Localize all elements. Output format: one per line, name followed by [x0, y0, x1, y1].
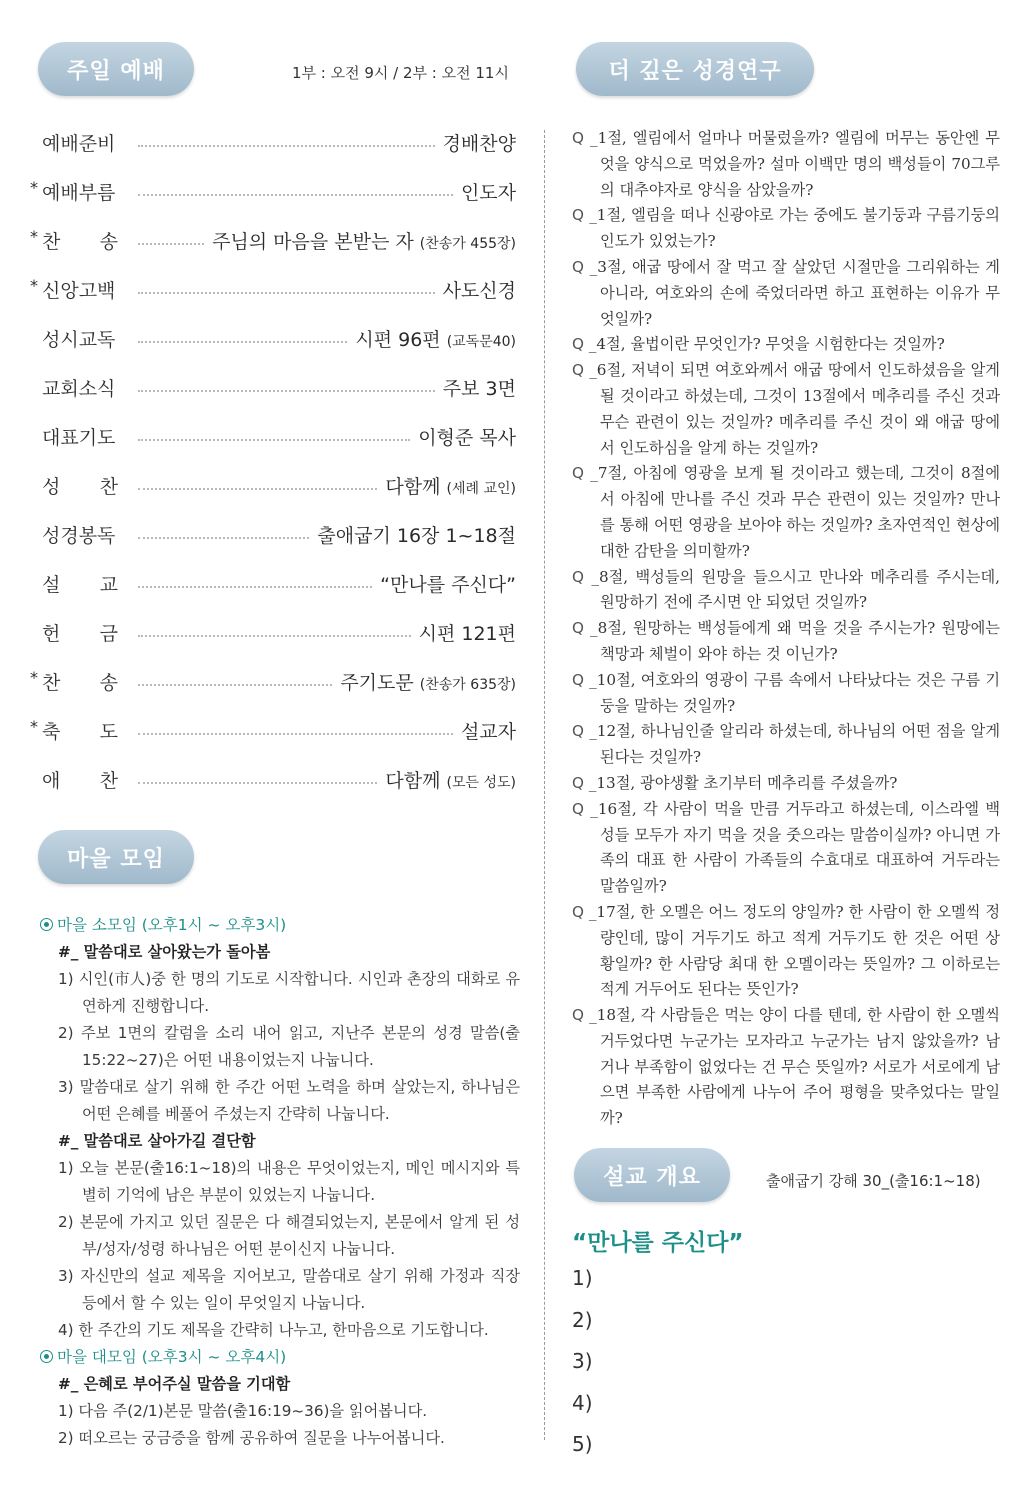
label-char: 설: [42, 574, 61, 596]
dot-leader: [138, 537, 309, 539]
required-star: [30, 325, 42, 352]
village-section-title: #_ 은혜로 부어주실 말씀을 기대함: [58, 1375, 291, 1393]
required-star: [30, 766, 42, 793]
order-value: [461, 717, 516, 744]
order-row: [30, 118, 516, 167]
order-label-text: [42, 668, 122, 695]
service-times: 1부 : 오전 9시 / 2부 : 오전 11시: [292, 64, 509, 82]
required-star: *: [30, 276, 38, 295]
column-divider: [544, 130, 545, 1440]
study-question: [572, 797, 1000, 900]
order-label: [30, 619, 122, 646]
order-label: [30, 276, 122, 303]
village-list-item: 4) 한 주간의 기도 제목을 간략히 나누고, 한마음으로 기도합니다.: [58, 1321, 489, 1339]
village-list-item: 1) 시인(市人)중 한 명의 기도로 시작합니다. 시인과 촌장의 대화로 유연하게 진행합니다.: [58, 970, 520, 1015]
order-label: [30, 227, 122, 254]
outline-item: 3): [572, 1349, 593, 1373]
sermon-headline: “만나를 주신다”: [572, 1230, 744, 1256]
question-text: _7절, 아침에 영광을 보게 될 것이라고 했는데, 그것이 8절에서 아침에 만나를 주신 것과 무슨 관련이 있는 것일까? 만나를 통해 어떤 영광을 보아야 하는 것일까? 초자연적인 현상에 대한 감탄을 의미할까?: [590, 464, 1000, 560]
question-marker: Q: [572, 619, 590, 638]
order-row: [30, 706, 516, 755]
order-label-text: 신앙고백: [42, 280, 116, 302]
required-star: [30, 521, 42, 548]
label-char: 애: [42, 770, 61, 792]
question-text: _6절, 저녁이 되면 여호와께서 애굽 땅에서 인도하셨음을 알게 될 것이라고 하셨는데, 그것이 13절에서 메추리를 주신 것과 무슨 관련이 있는 것일까? 메추리를 주신 것이 왜 애굽 땅에서 인도하심을 알게 하는 것일까?: [589, 361, 1000, 457]
label-char: 찬: [42, 231, 61, 253]
required-star: [30, 423, 42, 450]
label-char: 축: [42, 721, 61, 743]
study-question: [572, 900, 1000, 1003]
required-star: *: [30, 717, 38, 736]
question-text: _10절, 여호와의 영광이 구름 속에서 나타났다는 것은 구름 기둥을 말하는 것일까?: [589, 670, 1000, 715]
outline-item: 1): [572, 1266, 593, 1290]
order-value-text: 출애굽기 16장 1~18절: [317, 525, 516, 547]
order-row: [30, 461, 516, 510]
question-marker: Q: [572, 1006, 590, 1025]
order-row: [30, 265, 516, 314]
study-question: [572, 255, 1000, 332]
label-char: 교: [99, 574, 118, 596]
order-value-text: 사도신경: [442, 280, 516, 302]
study-title: 더 깊은 성경연구: [576, 42, 814, 96]
study-question: [572, 461, 1000, 564]
question-marker: Q: [572, 773, 589, 792]
order-row: [30, 608, 516, 657]
question-text: _18절, 각 사람들은 먹는 양이 다를 텐데, 한 사람이 한 오멜씩 거두었다면 누군가는 모자라고 누군가는 남지 않았을까? 남거나 부족함이 없었다는 건 무슨 뜻일까? 서로가 서로에게 남으면 부족한 사람에게 나누어 주어 평형을 맞추었다는 말일까?: [589, 1006, 1000, 1128]
label-char: 찬: [99, 476, 118, 498]
order-value-text: 이형준 목사: [418, 427, 516, 449]
order-value-text: 설교자: [460, 721, 516, 743]
study-question: [572, 771, 1000, 797]
dot-leader: [138, 292, 435, 294]
dot-leader: [138, 782, 377, 784]
order-label-text: [42, 472, 122, 499]
dot-leader: [138, 733, 453, 735]
study-question: [572, 126, 1000, 203]
order-value: [443, 276, 516, 303]
question-text: _17절, 한 오멜은 어느 정도의 양일까? 한 사람이 한 오멜씩 정량인데, 많이 거두기도 하고 적게 거두기도 한 것은 어떤 상황일까? 한 사람당 최대 한 오멜이라는 뜻일까? 그 이하로는 적게 거두어도 된다는 뜻인가?: [588, 902, 1000, 999]
order-label: [30, 570, 122, 597]
order-row: [30, 363, 516, 412]
study-question: [572, 719, 1000, 771]
order-value: [355, 325, 516, 352]
village-list-item: 2) 떠오르는 궁금증을 함께 공유하여 질문을 나누어봅니다.: [58, 1429, 445, 1447]
question-text: _16절, 각 사람이 먹을 만큼 거두라고 하셨는데, 이스라엘 백성들 모두가 자기 먹을 것을 줏으라는 말씀이실까? 아니면 가족의 대표 한 사람이 가족들의 수효대로 대표하여 거두라는 말씀일까?: [590, 799, 1000, 896]
dot-leader: [138, 586, 372, 588]
dot-leader: [138, 243, 204, 245]
bible-study-questions: [572, 126, 1000, 1132]
order-label: [30, 374, 122, 401]
question-text: _1절, 엘림을 떠나 신광야로 가는 중에도 불기둥과 구름기둥의 인도가 있었는가?: [589, 206, 1000, 251]
order-value-note: (모든 성도): [446, 775, 516, 791]
question-marker: Q: [572, 129, 590, 147]
order-label: [30, 423, 122, 450]
label-char: 찬: [99, 770, 118, 792]
required-star: *: [30, 668, 38, 687]
sermon-outline-list: [572, 1262, 593, 1470]
order-value-note: (세례 교인): [446, 481, 516, 497]
dot-leader: [138, 684, 332, 686]
village-list-item: 1) 오늘 본문(출16:1~18)의 내용은 무엇이었는지, 메인 메시지와 특별히 기억에 남은 부분이 있었는지 나눕니다.: [58, 1159, 520, 1204]
village-title: 마을 모임: [38, 830, 194, 884]
order-row: [30, 657, 516, 706]
label-char: 금: [99, 623, 118, 645]
question-marker: Q: [572, 361, 590, 380]
required-star: [30, 570, 42, 597]
order-value: [385, 766, 516, 793]
order-value: [380, 570, 516, 597]
order-value: [317, 521, 516, 548]
order-label: [30, 766, 122, 793]
required-star: [30, 374, 42, 401]
village-section-title: #_ 말씀대로 살아왔는가 돌아봄: [58, 943, 271, 961]
order-value-text: 경배찬양: [442, 133, 516, 155]
dot-leader: [138, 488, 377, 490]
order-label-text: [42, 766, 122, 793]
worship-order-list: [30, 118, 516, 804]
order-label: [30, 129, 122, 156]
village-group-heading: [40, 912, 520, 939]
question-marker: Q: [572, 902, 589, 921]
village-list-item: 2) 주보 1면의 칼럼을 소리 내어 읽고, 지난주 본문의 성경 말씀(출15:22~27)은 어떤 내용이었는지 나눕니다.: [58, 1024, 520, 1069]
label-char: 송: [99, 231, 118, 253]
order-label: [30, 668, 122, 695]
study-question: [572, 203, 1000, 255]
village-group-heading: [40, 1344, 520, 1371]
order-row: [30, 559, 516, 608]
sermon-outline-title: 설교 개요: [574, 1148, 730, 1202]
order-value-text: “만나를 주신다”: [380, 574, 516, 596]
order-value: [419, 619, 516, 646]
order-value-text: 시편 96편: [355, 329, 441, 351]
label-char: 찬: [42, 672, 61, 694]
order-label-text: [42, 570, 122, 597]
order-value-note: (찬송가 455장): [419, 236, 516, 252]
order-value: [385, 472, 516, 499]
village-group-heading-text: 마을 소모임 (오후1시 ~ 오후3시): [57, 916, 287, 934]
target-bullet-icon: [40, 918, 53, 931]
order-row: [30, 755, 516, 804]
order-value: [418, 423, 516, 450]
question-text: _8절, 원망하는 백성들에게 왜 먹을 것을 주시는가? 원망에는 책망과 체벌이 와야 하는 것 이닌가?: [590, 619, 1000, 663]
order-row: [30, 314, 516, 363]
order-value-text: 다함께: [385, 476, 441, 498]
dot-leader: [138, 635, 411, 637]
order-value: [212, 227, 516, 254]
question-text: _8절, 백성들의 원망을 들으시고 만나와 메추리를 주시는데, 원망하기 전에 주시면 안 되었던 것일까?: [591, 567, 1000, 612]
order-label-text: [42, 227, 122, 254]
order-value-text: 시편 121편: [418, 623, 516, 645]
village-list-item: 2) 본문에 가지고 있던 질문은 다 해결되었는지, 본문에서 알게 된 성부/성자/성령 하나님은 어떤 분이신지 나눕니다.: [58, 1213, 520, 1258]
study-question: [572, 332, 1000, 358]
question-marker: Q: [572, 722, 590, 741]
study-question: [572, 565, 1000, 617]
study-question: [572, 1003, 1000, 1132]
question-text: _12절, 하나님인줄 알리라 하셨는데, 하나님의 어떤 점을 알게 된다는 것일까?: [589, 722, 1000, 767]
order-label: [30, 521, 122, 548]
order-value: [340, 668, 516, 695]
required-star: [30, 472, 42, 499]
required-star: *: [30, 227, 38, 246]
required-star: [30, 129, 42, 156]
label-char: 송: [99, 672, 118, 694]
order-row: [30, 510, 516, 559]
order-value-note: (교독문40): [446, 334, 516, 350]
question-marker: Q: [572, 799, 591, 818]
order-value-note: (찬송가 635장): [419, 677, 516, 693]
order-label-text: [42, 619, 122, 646]
required-star: [30, 619, 42, 646]
village-section-title: #_ 말씀대로 살아가길 결단함: [58, 1132, 256, 1150]
label-char: 헌: [42, 623, 61, 645]
order-value-text: 인도자: [460, 182, 516, 204]
village-list-item: 1) 다음 주(2/1)본문 말씀(출16:19~36)을 읽어봅니다.: [58, 1402, 428, 1420]
order-label-text: 성경봉독: [42, 525, 116, 547]
sermon-reference: 출애굽기 강해 30_(출16:1~18): [766, 1172, 981, 1190]
dot-leader: [138, 341, 347, 343]
question-marker: Q: [572, 464, 591, 483]
question-text: _3절, 애굽 땅에서 잘 먹고 잘 살았던 시절만을 그리워하는 게 아니라, 여호와의 손에 죽었더라면 하고 표현하는 이유가 무엇일까?: [589, 257, 1000, 328]
required-star: *: [30, 178, 38, 197]
order-label: [30, 472, 122, 499]
order-label-text: 교회소식: [42, 378, 116, 400]
worship-title: 주일 예배: [38, 42, 194, 96]
dot-leader: [138, 194, 453, 196]
question-text: _1절, 엘림에서 얼마나 머물렀을까? 엘림에 머무는 동안엔 무엇을 양식으로 먹었을까? 설마 이백만 명의 백성들이 70그루의 대추야자로 양식을 삼았을까?: [590, 129, 1000, 199]
dot-leader: [138, 390, 435, 392]
order-row: [30, 412, 516, 461]
village-meeting-content: [40, 912, 520, 1452]
target-bullet-icon: [40, 1350, 53, 1363]
question-marker: Q: [572, 206, 590, 225]
question-marker: Q: [572, 567, 592, 586]
question-marker: Q: [572, 670, 590, 689]
label-char: 성: [42, 476, 61, 498]
question-marker: Q: [572, 257, 590, 276]
village-group-heading-text: 마을 대모임 (오후3시 ~ 오후4시): [57, 1348, 287, 1366]
question-text: _4절, 율법이란 무엇인가? 무엇을 시험한다는 것일까?: [588, 335, 945, 354]
order-value-text: 주기도문: [340, 672, 414, 694]
question-text: _13절, 광야생활 초기부터 메추리를 주셨을까?: [588, 773, 898, 792]
order-row: [30, 216, 516, 265]
outline-item: 4): [572, 1390, 593, 1415]
order-value-text: 주님의 마음을 본받는 자: [212, 231, 414, 253]
order-value-text: 주보 3면: [442, 378, 516, 400]
outline-item: 5): [572, 1432, 593, 1456]
order-label: [30, 325, 122, 352]
order-label-text: 대표기도: [42, 427, 116, 449]
order-label-text: [42, 717, 122, 744]
order-row: [30, 167, 516, 216]
question-marker: Q: [572, 335, 589, 354]
outline-item: 2): [572, 1307, 593, 1332]
order-value: [461, 178, 516, 205]
village-list-item: 3) 자신만의 설교 제목을 지어보고, 말씀대로 살기 위해 가정과 직장 등에서 할 수 있는 일이 무엇일지 나눕니다.: [58, 1267, 520, 1312]
village-list-item: 3) 말씀대로 살기 위해 한 주간 어떤 노력을 하며 살았는지, 하나님은 어떤 은혜를 베풀어 주셨는지 간략히 나눕니다.: [58, 1078, 520, 1123]
dot-leader: [138, 439, 410, 441]
order-label-text: 예배준비: [42, 133, 116, 155]
order-value-text: 다함께: [385, 770, 441, 792]
order-value: [443, 129, 516, 156]
order-label-text: 예배부름: [42, 182, 116, 204]
order-label-text: 성시교독: [42, 329, 116, 351]
order-label: [30, 178, 122, 205]
label-char: 도: [99, 721, 118, 743]
study-question: [572, 668, 1000, 720]
study-question: [572, 358, 1000, 461]
study-question: [572, 616, 1000, 668]
order-value: [443, 374, 516, 401]
dot-leader: [138, 145, 435, 147]
order-label: [30, 717, 122, 744]
